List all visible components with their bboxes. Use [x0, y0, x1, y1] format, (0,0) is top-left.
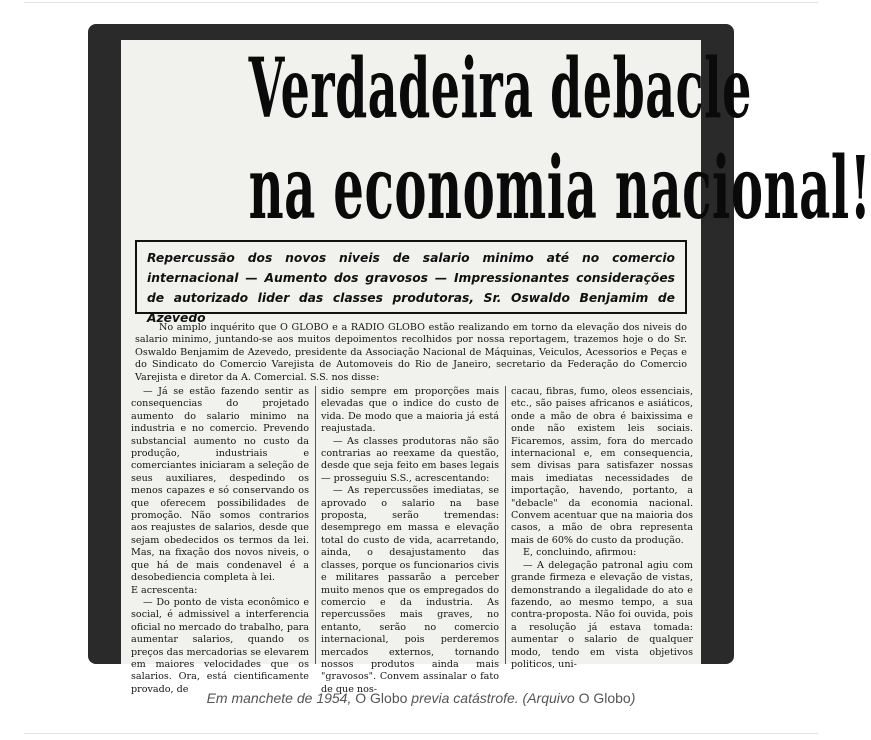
newspaper-clipping: [121, 40, 871, 695]
image-caption: [0, 690, 842, 706]
column-paragraph: — Já se estão fazendo sentir as consequencias do projetado aumento do salario minimo na industria e no comercio. Prevendo substancial aumento no custo da produção, industriais e comerciantes iniciaram a seleção de seus auxiliares, despedindo os menos capazes e só conservando os que oferecem possibilidades de promoção. Não somos contrarios aos reajustes de salarios, desde que sejam obedecidos os termos da lei. Mas, na fixação dos novos niveis, o que há de mais condenavel é a desobediencia completa à lei.: [131, 386, 309, 584]
article-column-2: [321, 386, 499, 696]
bottom-divider: [24, 733, 818, 734]
subheadline-box: Repercussão dos novos niveis de salario minimo até no comercio internacional — Aumento dos gravosos — Impressionantes considerações de autorizado lider das classes produtoras, Sr. Oswaldo Benjamim de Azevedo: [135, 240, 687, 314]
caption-text: Em manchete de 1954,: [206, 690, 352, 706]
lead-paragraph: No amplo inquérito que O GLOBO e a RADIO GLOBO estão realizando em torno da elevação dos niveis do salario minimo, juntando-se aos muitos depoimentos recolhidos por nossa reportagem, trazemos hoje o do Sr. Oswaldo Benjamim de Azevedo, presidente da Associação Nacional de Máquinas, Veiculos, Acessorios e Peças e do Sindicato do Comercio Varejista de Automoveis do Rio de Janeiro, secretario da Federação do Comercio Varejista e diretor da A. Comercial. S.S. nos disse:: [135, 322, 687, 383]
column-paragraph: — As repercussões imediatas, se aprovado o salario na base proposta, serão tremendas: desemprego em massa e elevação total do custo de vida, acarretando, ainda, o desajustamento das classes, porque os funcionarios civis e militares passarão a perceber muito menos que os empregados do comercio e da industria. As repercussões mais graves, no entanto, serão no comercio internacional, pois perderemos mercados externos, tornando nossos produtos ainda mais "gravosos". Convem assinalar o fato de que nos-: [321, 485, 499, 695]
caption-text: O Globo: [574, 690, 631, 706]
top-divider: [24, 2, 818, 3]
column-rule: [505, 386, 506, 664]
headline-line-1: Verdadeira debacle: [248, 41, 752, 137]
column-paragraph: — As classes produtoras não são contrarias ao reexame da questão, desde que seja feito em bases legais — prosseguiu S.S., acrescentando:: [321, 435, 499, 484]
column-paragraph: E, concluindo, afirmou:: [523, 547, 637, 559]
caption-text: ): [630, 690, 636, 706]
column-rule: [315, 386, 316, 664]
caption-text: O Globo: [351, 690, 408, 706]
column-paragraph: — A delegação patronal agiu com grande firmeza e elevação de vistas, demonstrando a ilegalidade do ato e fazendo, ao mesmo tempo, a sua contra-proposta. Não foi ouvida, pois a resolução já estava tomada: aumentar o salario de qualquer modo, tendo em vista objetivos politicos, uni-: [511, 559, 693, 670]
column-paragraph: E acrescenta:: [131, 584, 198, 596]
headline-line-2: na economia nacional!: [248, 138, 871, 239]
newspaper-image-frame: [88, 24, 871, 695]
column-paragraph: sidio sempre em proporções mais elevadas que o indice do custo de vida. De modo que a maioria já está reajustada.: [321, 386, 499, 435]
column-paragraph: cacau, fibras, fumo, oleos essenciais, etc., são paises africanos e asiáticos, onde a mão de obra é baixissima e onde não existem leis sociais. Ficaremos, assim, fora do mercado internacional e, em consequencia, sem divisas para satisfazer nossas mais imediatas necessidades de importação, havendo, portanto, a "debacle" da economia nacional. Convem acentuar que na maioria dos casos, a mão de obra representa mais de 60% do custo da produção.: [511, 386, 693, 546]
article-column-1: [131, 386, 309, 696]
column-paragraph: — Do ponto de vista econômico e social, é admissivel a interferencia oficial no mercado do trabalho, para aumentar salarios, quando os preços das mercadorias se elevarem em maiores velocidades que os salarios. Ora, está cientificamente provado, de: [131, 596, 309, 695]
article-column-3: [511, 386, 693, 671]
caption-text: previa catástrofe. (Arquivo: [407, 690, 575, 706]
